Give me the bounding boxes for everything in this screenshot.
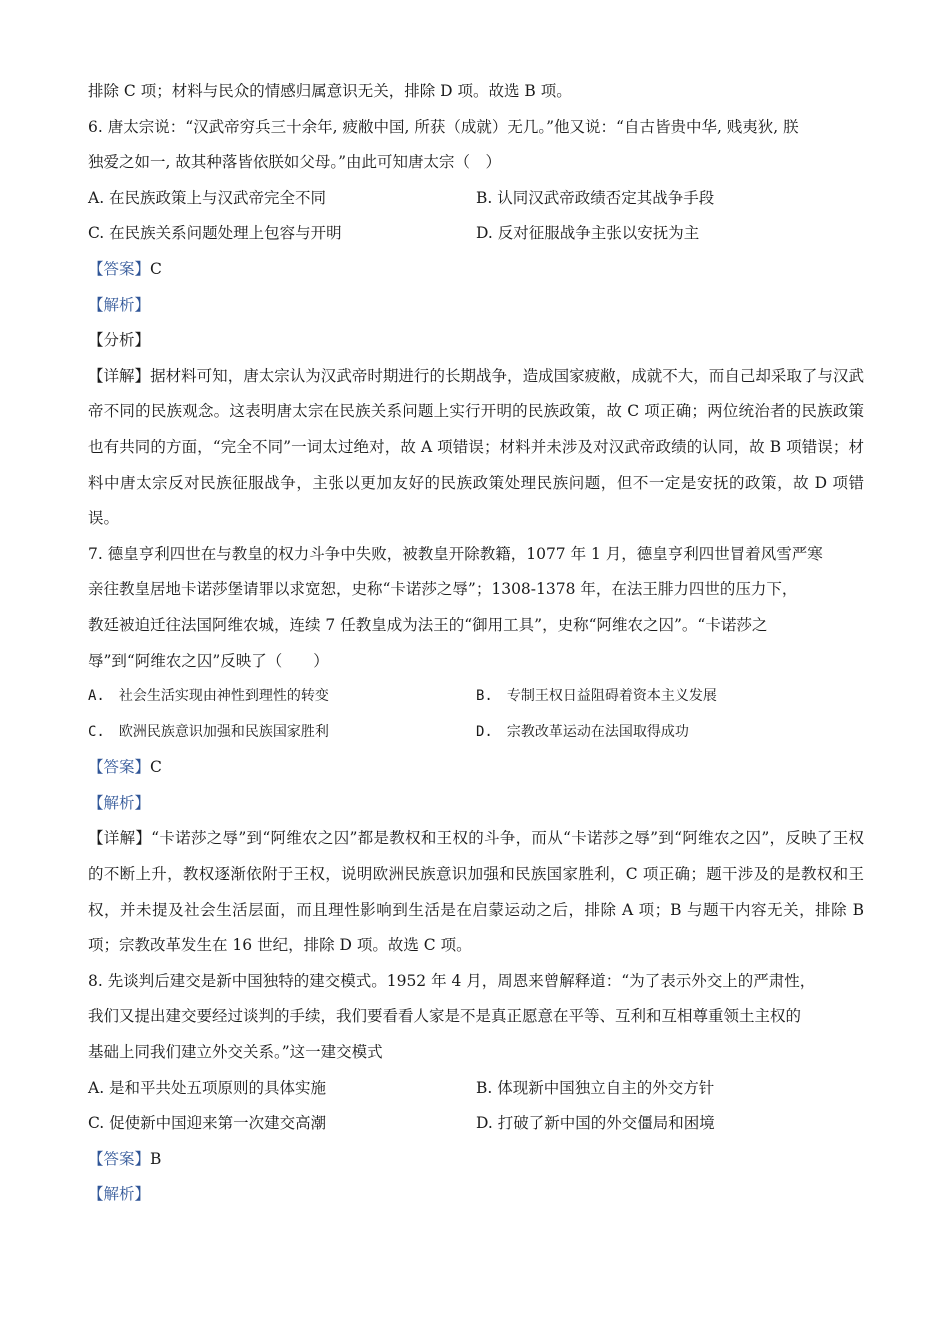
question-7-options-row-1 <box>88 679 864 715</box>
question-7-stem-line-1: 7. 德皇亨利四世在与教皇的权力斗争中失败，被教皇开除教籍，1077 年 1 月，德皇亨利四世冒着风雪严寒 <box>88 544 823 563</box>
question-8-stem-line-3: 基础上同我们建立外交关系。”这一建交模式 <box>88 1043 383 1062</box>
question-6-analysis <box>88 288 864 324</box>
question-6 <box>88 110 864 537</box>
question-6-option-d: D. 反对征服战争主张以安抚为主 <box>476 224 700 243</box>
fenxi-tag: 【分析】 <box>88 331 151 350</box>
question-6-option-b: B. 认同汉武帝政绩否定其战争手段 <box>476 188 715 207</box>
detail-tag: 【详解】 <box>88 829 152 848</box>
question-7-options-row-2 <box>88 715 864 751</box>
question-8-option-a: A. 是和平共处五项原则的具体实施 <box>88 1078 327 1097</box>
previous-explanation-tail: 排除 C 项；材料与民众的情感归属意识无关，排除 D 项。故选 B 项。 <box>88 82 572 100</box>
question-6-options-row-2 <box>88 216 864 252</box>
question-6-detail <box>88 359 864 537</box>
question-7 <box>88 537 864 964</box>
answer-tag: 【答案】 <box>88 758 151 777</box>
question-8-option-c: C. 促使新中国迎来第一次建交高潮 <box>88 1114 327 1133</box>
question-8-stem-line-1: 8. 先谈判后建交是新中国独特的建交模式。1952 年 4 月，周恩来曾解释道：“为了表示外交上的严肃性， <box>88 971 816 990</box>
detail-tag: 【详解】 <box>88 366 151 385</box>
question-7-option-d: D. 宗教改革运动在法国取得成功 <box>476 723 689 740</box>
question-7-answer <box>88 750 864 786</box>
answer-value: B <box>150 1149 162 1168</box>
question-7-stem-line-4: 辱”到“阿维农之囚”反映了（ ） <box>88 651 329 670</box>
answer-tag: 【答案】 <box>88 1149 151 1168</box>
question-7-stem-line-3: 教廷被迫迁往法国阿维农城，连续 7 任教皇成为法王的“御用工具”，史称“阿维农之囚”。“卡诺莎之 <box>88 615 768 634</box>
question-8 <box>88 964 864 1213</box>
question-8-stem-line-2: 我们又提出建交要经过谈判的手续，我们要看看人家是不是真正愿意在平等、互利和互相尊重领土主权的 <box>88 1007 802 1026</box>
question-7-option-a: A. 社会生活实现由神性到理性的转变 <box>88 688 329 705</box>
analysis-tag: 【解析】 <box>88 295 151 314</box>
question-7-detail <box>88 821 864 963</box>
question-8-analysis <box>88 1177 864 1213</box>
question-7-option-c: C. 欧洲民族意识加强和民族国家胜利 <box>88 723 329 740</box>
answer-value: C <box>150 758 162 777</box>
question-8-answer <box>88 1142 864 1178</box>
question-6-option-c: C. 在民族关系问题处理上包容与开明 <box>88 224 342 243</box>
question-8-options-row-1 <box>88 1071 864 1107</box>
question-8-option-b: B. 体现新中国独立自主的外交方针 <box>476 1078 715 1097</box>
question-8-options-row-2 <box>88 1106 864 1142</box>
detail-text: “卡诺莎之辱”到“阿维农之囚”都是教权和王权的斗争，而从“卡诺莎之辱”到“阿维农之囚”，反映了王权的不断上升，教权逐渐依附于王权，说明欧洲民族意识加强和民族国家胜利，C 项正确；题干涉及的是教权和王权，并未提及社会生活层面，而且理性影响到生活是在启蒙运动之后，排除 A 项；B 与题干内容无关，排除 B 项；宗教改革发生在 16 世纪，排除 D 项。故选 C 项。 <box>88 829 864 955</box>
question-6-stem-line-2: 独爱之如一, 故其种落皆依朕如父母。”由此可知唐太宗（ ） <box>88 153 502 172</box>
question-8-option-d: D. 打破了新中国的外交僵局和困境 <box>476 1114 715 1133</box>
question-7-stem-line-2: 亲往教皇居地卡诺莎堡请罪以求宽恕，史称“卡诺莎之辱”；1308-1378 年，在法王腓力四世的压力下， <box>88 580 798 599</box>
detail-text: 据材料可知，唐太宗认为汉武帝时期进行的长期战争，造成国家疲敝，成就不大，而自己却采取了与汉武帝不同的民族观念。这表明唐太宗在民族关系问题上实行开明的民族政策，故 C 项正确；两位统治者的民族政策也有共同的方面，“完全不同”一词太过绝对，故 A 项错误；材料并未涉及对汉武帝政绩的认同，故 B 项错误；材料中唐太宗反对民族征服战争，主张以更加友好的民族政策处理民族问题，但不一定是安抚的政策，故 D 项错误。 <box>88 366 864 528</box>
document-page <box>88 74 864 1213</box>
answer-tag: 【答案】 <box>88 259 151 278</box>
analysis-tag: 【解析】 <box>88 793 151 812</box>
analysis-tag: 【解析】 <box>88 1185 151 1204</box>
question-7-analysis <box>88 786 864 822</box>
question-6-fenxi <box>88 323 864 359</box>
question-7-option-b: B. 专制王权日益阻碍着资本主义发展 <box>476 688 717 705</box>
question-6-option-a: A. 在民族政策上与汉武帝完全不同 <box>88 188 327 207</box>
question-6-stem-line-1: 6. 唐太宗说：“汉武帝穷兵三十余年, 疲敝中国, 所获（成就）无几。”他又说：“自古皆贵中华, 贱夷狄, 朕 <box>88 117 799 136</box>
question-6-answer <box>88 252 864 288</box>
answer-value: C <box>150 259 162 278</box>
question-6-options-row-1 <box>88 181 864 217</box>
